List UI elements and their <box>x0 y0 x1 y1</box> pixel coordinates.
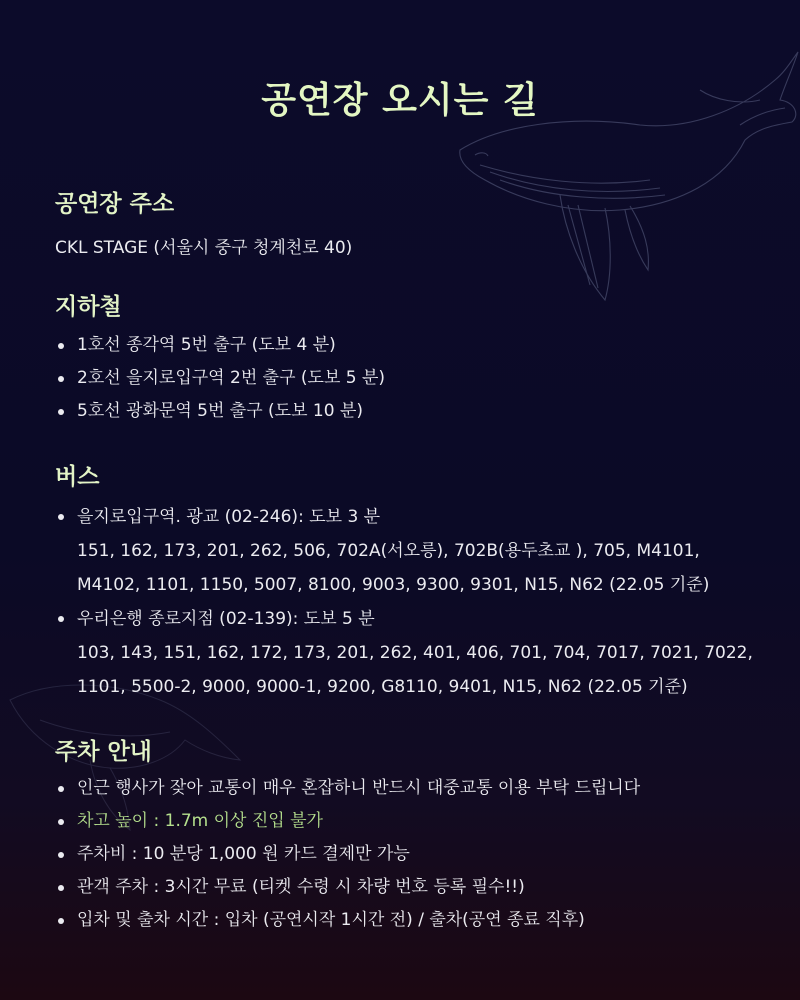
bus-stop-name: 을지로입구역. 광교 (02-246): 도보 3 분 <box>77 507 381 527</box>
parking-item: 인근 행사가 잦아 교통이 매우 혼잡하니 반드시 대중교통 이용 부탁 드립니다 <box>55 772 775 805</box>
bus-stop-item <box>55 602 775 704</box>
bus-lines: 1101, 5500-2, 9000, 9000-1, 9200, G8110, 9401, N15, N62 (22.05 기준) <box>77 677 688 697</box>
parking-item: 관객 주차 : 3시간 무료 (티켓 수령 시 차량 번호 등록 필수!!) <box>55 871 775 904</box>
subway-list <box>55 329 775 428</box>
bus-lines: 151, 162, 173, 201, 262, 506, 702A(서오릉), 702B(용두초교 ), 705, M4101, <box>77 541 700 561</box>
parking-list <box>55 772 775 937</box>
parking-item: 주차비 : 10 분당 1,000 원 카드 결제만 가능 <box>55 838 775 871</box>
subway-item: 2호선 을지로입구역 2번 출구 (도보 5 분) <box>55 362 775 395</box>
bus-list <box>55 500 775 704</box>
subway-item: 1호선 종각역 5번 출구 (도보 4 분) <box>55 329 775 362</box>
address-heading: 공연장 주소 <box>55 191 175 217</box>
subway-heading: 지하철 <box>55 294 122 320</box>
bus-lines: M4102, 1101, 1150, 5007, 8100, 9003, 9300, 9301, N15, N62 (22.05 기준) <box>77 575 710 595</box>
bus-lines: 103, 143, 151, 162, 172, 173, 201, 262, 401, 406, 701, 704, 7017, 7021, 7022, <box>77 643 753 663</box>
bus-stop-name: 우리은행 종로지점 (02-139): 도보 5 분 <box>77 609 375 629</box>
subway-item: 5호선 광화문역 5번 출구 (도보 10 분) <box>55 395 775 428</box>
bus-stop-item <box>55 500 775 602</box>
bus-heading: 버스 <box>55 464 100 490</box>
page-title: 공연장 오시는 길 <box>261 80 539 121</box>
parking-item-height-limit: 차고 높이 : 1.7m 이상 진입 불가 <box>55 805 775 838</box>
parking-heading: 주차 안내 <box>55 739 152 765</box>
parking-item: 입차 및 출차 시간 : 입차 (공연시작 1시간 전) / 출차(공연 종료 직후) <box>55 904 775 937</box>
address-text: CKL STAGE (서울시 중구 청계천로 40) <box>55 238 353 258</box>
